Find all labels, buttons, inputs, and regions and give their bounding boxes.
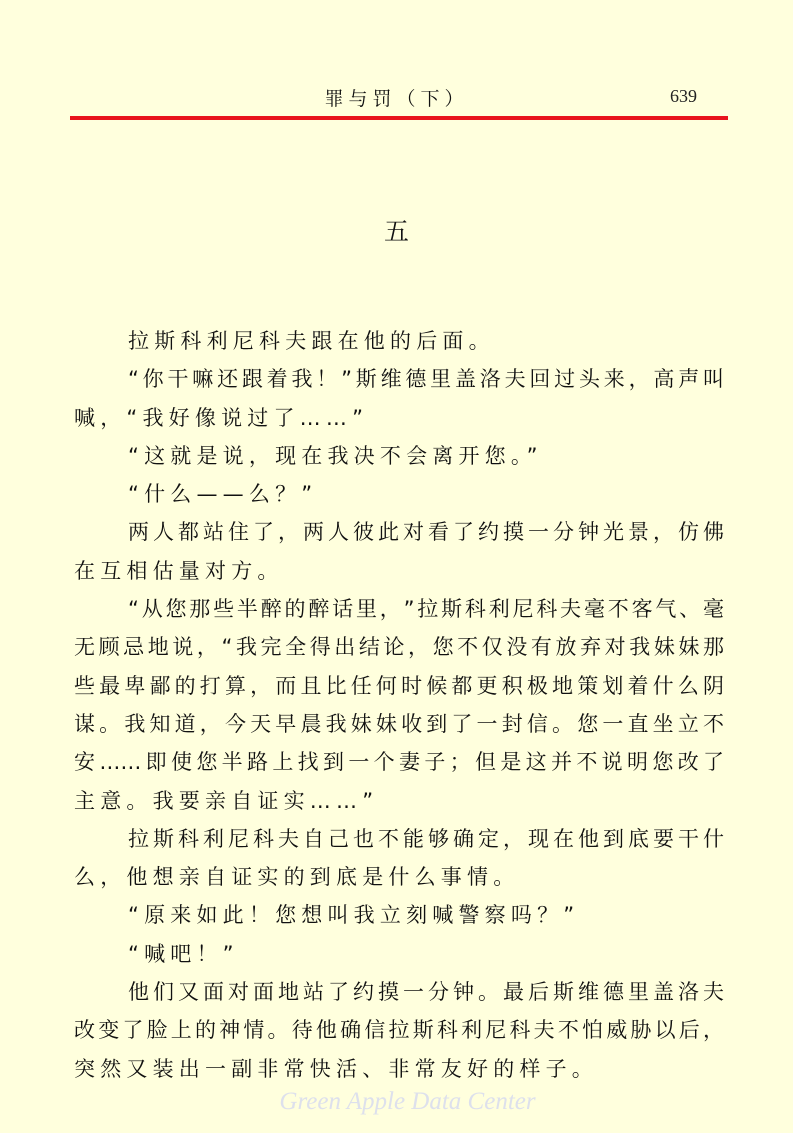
text-line: 无​顾​忌​地​说​，​“​我​完​全​得​出​结​论​，​您​不​仅​没​有​放​弃​对​我​妹​妹​那 [74,635,724,660]
text-line: “什么——么？” [128,482,318,507]
header-rule [70,116,728,120]
text-line: “喊吧！” [128,941,239,966]
watermark: Green Apple Data Center [279,1088,536,1115]
text-line: “原来如此！您想叫我立刻喊警察吗？” [128,903,580,928]
text-line: “​从​您​那​些​半​醉​的​醉​话​里​，​”​拉​斯​科​利​尼​科​夫​毫​不​客​气​、​毫 [128,597,724,622]
text-line: 两​人​都​站​住​了​，​两​人​彼​此​对​看​了​约​摸​一​分​钟​光​景​，​仿​佛 [128,520,724,545]
text-line: 改​变​了​脸​上​的​神​情​。​待​他​确​信​拉​斯​科​利​尼​科​夫​不​怕​威​胁​以​后​， [74,1018,724,1043]
body-text [74,322,724,1088]
chapter-heading: 五 [383,217,409,246]
text-line: “这就是说，现在我决不会离开您。” [128,443,543,468]
text-line: 喊，“我好像说过了……” [74,405,369,430]
text-line: 突然又装出一副非常快活、非常友好的样子。 [74,1056,598,1081]
running-header-title: 罪与罚（下） [324,88,469,110]
text-line: 安​…​…​即​使​您​半​路​上​找​到​一​个​妻​子​；​但​是​这​并​不​说​明​您​改​了 [74,750,724,775]
page-number: 639 [670,86,697,106]
text-line: 拉​斯​科​利​尼​科​夫​自​己​也​不​能​够​确​定​，​现​在​他​到​底​要​干​什 [128,826,724,851]
text-line: 他​们​又​面​对​面​地​站​了​约​摸​一​分​钟​。​最​后​斯​维​德​里​盖​洛​夫 [128,980,724,1005]
text-line: 些​最​卑​鄙​的​打​算​，​而​且​比​任​何​时​候​都​更​积​极​地​策​划​着​什​么​阴 [74,673,724,698]
text-line: 谋​。​我​知​道​，​今​天​早​晨​我​妹​妹​收​到​了​一​封​信​。​您​一​直​坐​立​不 [74,711,724,736]
text-line: 主意。我要亲自证实……” [74,788,379,813]
text-line: “​你​干​嘛​还​跟​着​我​！​”​斯​维​德​里​盖​洛​夫​回​过​头​来​，​高​声​叫 [128,367,724,392]
text-line: 在互相估量对方。 [74,558,284,583]
text-line: 拉斯科利尼科夫跟在他的后面。 [128,329,495,353]
text-line: 么，他想亲自证实的到底是什么事情。 [74,865,520,890]
